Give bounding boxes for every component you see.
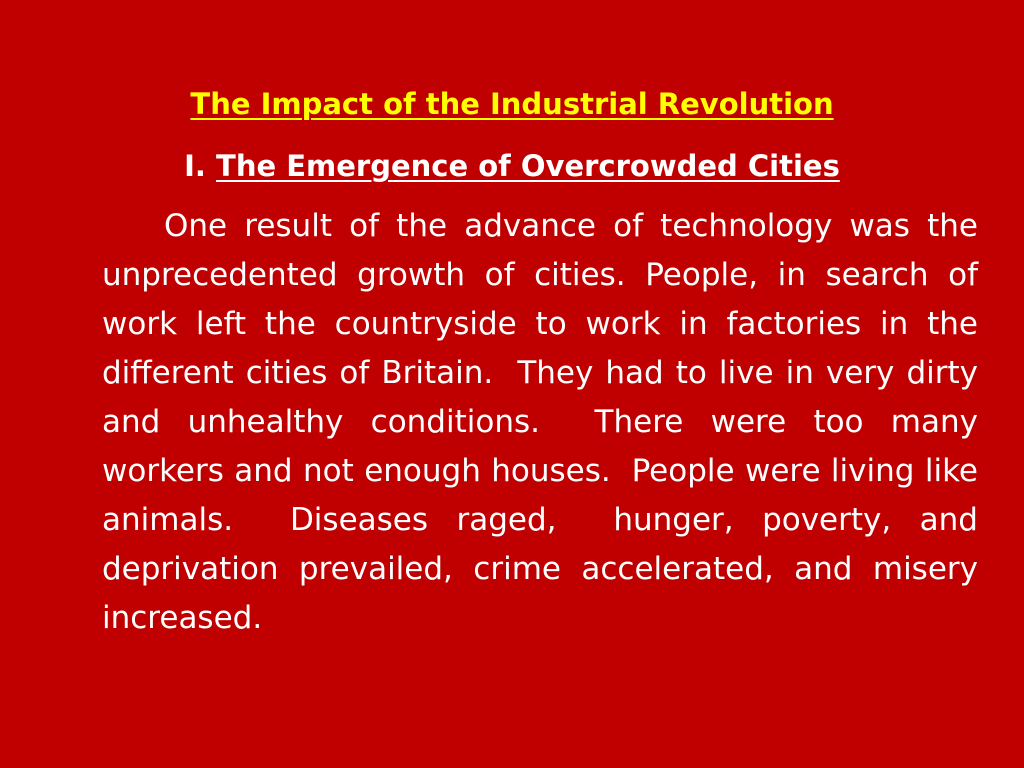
subtitle-numeral: I. <box>184 149 217 183</box>
slide-body-paragraph: One result of the advance of technology was the unprecedented growth of cities. People, in search of work left the countryside to work in factories in the different cities of Britain. They had to live in very dirty and unhealthy conditions. There were too many workers and not enough houses. People were living like animals. Diseases raged, hunger, poverty, and deprivation prevailed, crime accelerated, and misery increased. <box>102 208 988 636</box>
slide-subtitle-container <box>0 144 1024 188</box>
slide-title-container <box>0 82 1024 126</box>
subtitle-heading: The Emergence of Overcrowded Cities <box>216 149 840 183</box>
slide-title: The Impact of the Industrial Revolution <box>190 87 834 121</box>
